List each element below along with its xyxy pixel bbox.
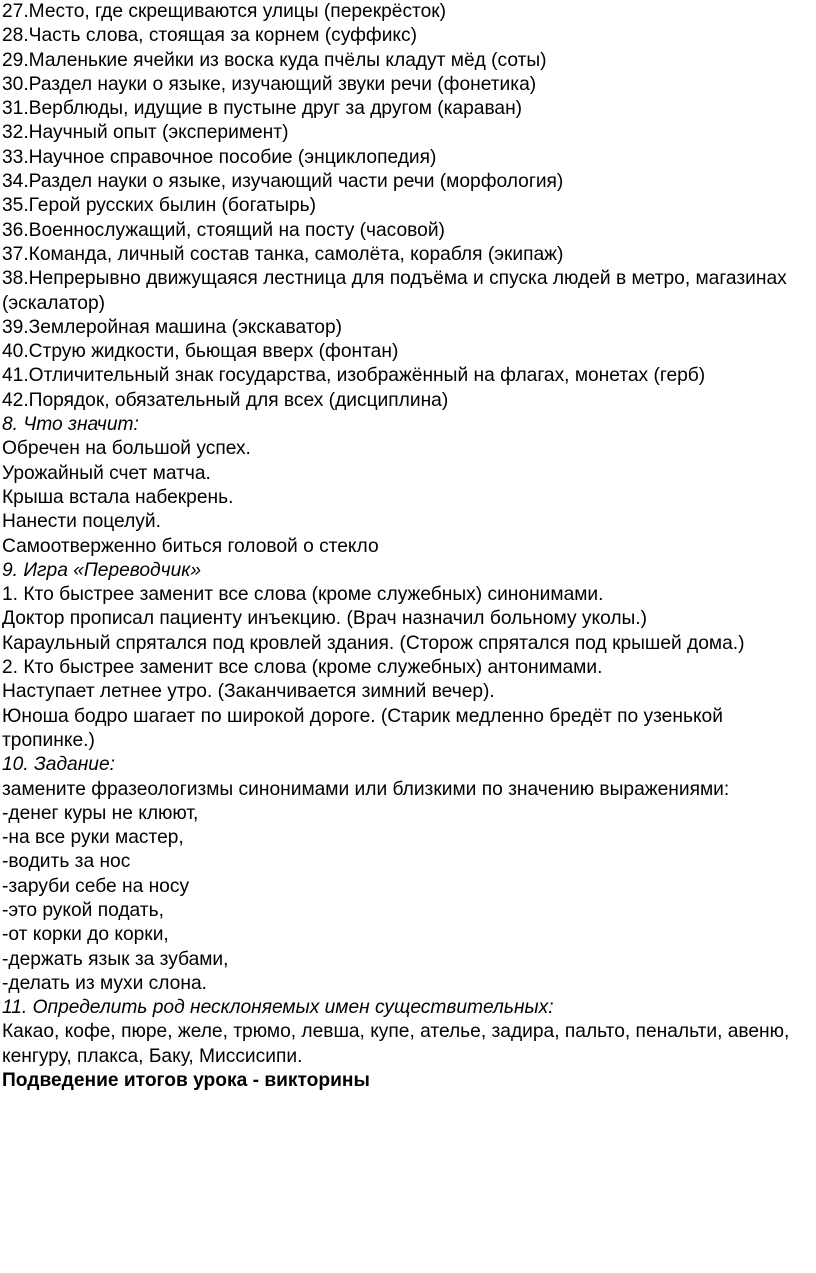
section-8 [2, 413, 814, 559]
text-line: Обречен на большой успех. [2, 438, 251, 460]
text-line: Самоотверженно биться головой о стекло [2, 535, 379, 557]
text-line: -на все руки мастер, [2, 827, 184, 849]
document-page [2, 0, 814, 1093]
text-line: Наступает летнее утро. (Заканчивается зимний вечер). [2, 681, 495, 703]
text-line: -водить за нос [2, 851, 131, 873]
list-item: 27.Место, где скрещиваются улицы (перекрёсток) [2, 1, 447, 22]
list-item: 41.Отличительный знак государства, изображённый на флагах, монетах (герб) [2, 365, 706, 387]
text-line: Доктор прописал пациенту инъекцию. (Врач назначил больному уколы.) [2, 608, 648, 630]
text-line: -держать язык за зубами, [2, 948, 229, 970]
list-item: 42.Порядок, обязательный для всех (дисциплина) [2, 389, 449, 411]
section-heading: 11. Определить род несклоняемых имен существительных: [2, 997, 554, 1019]
list-item: 37.Команда, личный состав танка, самолёта, корабля (экипаж) [2, 243, 564, 265]
text-line: Урожайный счет матча. [2, 462, 211, 484]
closing-title: Подведение итогов урока - викторины [2, 1070, 370, 1092]
list-item: 40.Струю жидкости, бьющая вверх (фонтан) [2, 341, 399, 363]
text-line: замените фразеологизмы синонимами или близкими по значению выражениями: [2, 778, 730, 800]
text-line: -делать из мухи слона. [2, 972, 207, 994]
list-item: 38.Непрерывно движущаяся лестница для подъёма и спуска людей в метро, магазинах (эскалатор) [2, 268, 787, 314]
list-item: 30.Раздел науки о языке, изучающий звуки речи (фонетика) [2, 73, 537, 95]
text-line: -заруби себе на носу [2, 875, 190, 897]
list-item: 29.Маленькие ячейки из воска куда пчёлы кладут мёд (соты) [2, 49, 547, 71]
text-paragraph: Какао, кофе, пюре, желе, трюмо, левша, купе, ателье, задира, пальто, пенальти, авеню, кенгуру, плакса, Баку, Миссисипи. [2, 1021, 790, 1067]
text-line: 2. Кто быстрее заменит все слова (кроме служебных) антонимами. [2, 657, 603, 679]
text-line: -это рукой подать, [2, 899, 164, 921]
list-item: 34.Раздел науки о языке, изучающий части речи (морфология) [2, 171, 564, 193]
text-line: Нанести поцелуй. [2, 511, 161, 533]
list-item: 39.Землеройная машина (экскаватор) [2, 316, 343, 338]
text-line: Караульный спрятался под кровлей здания. (Сторож спрятался под крышей дома.) [2, 632, 745, 654]
section-heading: 8. Что значит: [2, 414, 139, 436]
section-9 [2, 559, 814, 753]
text-line: -от корки до корки, [2, 924, 169, 946]
list-item: 28.Часть слова, стоящая за корнем (суффикс) [2, 25, 418, 47]
list-item: 36.Военнослужащий, стоящий на посту (часовой) [2, 219, 445, 241]
list-item: 32.Научный опыт (эксперимент) [2, 122, 289, 144]
list-item: 33.Научное справочное пособие (энциклопедия) [2, 146, 437, 168]
section-10 [2, 753, 814, 996]
text-line: -денег куры не клюют, [2, 802, 199, 824]
text-line: Крыша встала набекрень. [2, 486, 234, 508]
definitions-list [2, 0, 814, 413]
section-heading: 9. Игра «Переводчик» [2, 559, 201, 581]
section-heading: 10. Задание: [2, 754, 115, 776]
text-line: 1. Кто быстрее заменит все слова (кроме служебных) синонимами. [2, 584, 604, 606]
list-item: 35.Герой русских былин (богатырь) [2, 195, 317, 217]
text-line: Юноша бодро шагает по широкой дороге. (Старик медленно бредёт по узенькой тропинке.) [2, 705, 723, 751]
list-item: 31.Верблюды, идущие в пустыне друг за другом (караван) [2, 98, 523, 120]
section-11 [2, 996, 814, 1069]
